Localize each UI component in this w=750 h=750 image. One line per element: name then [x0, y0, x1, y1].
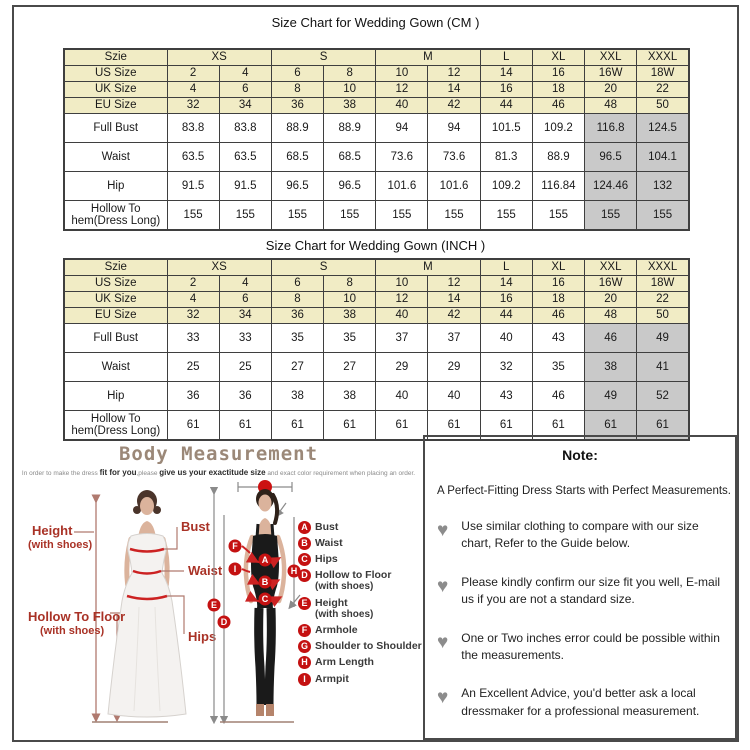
measure-value-cell: 41 [637, 353, 689, 382]
row-label-cell: Hollow To hem(Dress Long) [64, 201, 167, 231]
measure-value-cell: 35 [532, 353, 584, 382]
legend-item [298, 624, 422, 636]
hollow-sub-label: (with shoes) [40, 625, 105, 637]
measure-value-cell: 32 [480, 353, 532, 382]
legend-letter-badge: H [298, 656, 311, 669]
size-value-cell: 36 [271, 308, 323, 324]
measure-value-cell: 38 [324, 382, 376, 411]
legend-letter-badge: D [298, 569, 311, 582]
measure-value-cell: 36 [167, 382, 219, 411]
measure-value-cell: 81.3 [480, 143, 532, 172]
size-row [64, 276, 689, 292]
svg-text:I: I [233, 564, 237, 575]
size-table-cm [63, 48, 690, 231]
measure-value-cell: 61 [637, 411, 689, 441]
size-value-cell: 20 [585, 82, 637, 98]
note-bullets [437, 518, 723, 720]
row-label-cell: Full Bust [64, 114, 167, 143]
size-value-cell: 14 [480, 66, 532, 82]
size-group-cell: M [376, 49, 480, 66]
size-value-cell: 14 [428, 292, 480, 308]
bm-subtitle-segment: and exact color requirement when placing an order. [265, 470, 416, 477]
size-row [64, 82, 689, 98]
row-label-cell: Waist [64, 353, 167, 382]
note-bullet [437, 518, 723, 553]
row-label-cell: US Size [64, 66, 167, 82]
legend-letter-badge: F [298, 624, 311, 637]
size-value-cell: 10 [324, 292, 376, 308]
measure-value-cell: 27 [271, 353, 323, 382]
legend-label: Armhole [315, 624, 358, 637]
corner-cell: Szie [64, 49, 167, 66]
row-label-cell: Hollow To hem(Dress Long) [64, 411, 167, 441]
measure-value-cell: 33 [219, 324, 271, 353]
note-title: Note: [562, 447, 598, 463]
measure-value-cell: 25 [167, 353, 219, 382]
measure-value-cell: 101.6 [376, 172, 428, 201]
legend-letter-badge: G [298, 640, 311, 653]
measure-value-cell: 35 [271, 324, 323, 353]
size-group-cell: XXXL [637, 259, 689, 276]
size-value-cell: 8 [324, 66, 376, 82]
note-bullet-text: Please kindly confirm our size fit you well, E-mail us if you are not a standard size. [461, 574, 721, 607]
measure-value-cell: 49 [637, 324, 689, 353]
svg-text:D: D [220, 617, 228, 628]
measure-value-cell: 96.5 [271, 172, 323, 201]
measure-value-cell: 43 [532, 324, 584, 353]
row-label-cell: EU Size [64, 98, 167, 114]
measure-value-cell: 155 [219, 201, 271, 231]
size-value-cell: 20 [585, 292, 637, 308]
size-row [64, 292, 689, 308]
measure-row [64, 143, 689, 172]
measure-value-cell: 155 [637, 201, 689, 231]
measure-value-cell: 49 [585, 382, 637, 411]
hollow-to-floor-label: Hollow To Floor [28, 609, 126, 624]
size-value-cell: 44 [480, 308, 532, 324]
measure-value-cell: 96.5 [585, 143, 637, 172]
size-value-cell: 8 [324, 276, 376, 292]
legend-item [298, 656, 422, 668]
size-value-cell: 6 [271, 276, 323, 292]
badge-D [218, 616, 231, 629]
outer-frame [12, 5, 739, 742]
measure-value-cell: 61 [324, 411, 376, 441]
size-value-cell: 14 [428, 82, 480, 98]
corner-cell: Szie [64, 259, 167, 276]
size-value-cell: 10 [376, 276, 428, 292]
note-bullet [437, 685, 723, 720]
measure-value-cell: 116.84 [532, 172, 584, 201]
measure-value-cell: 155 [271, 201, 323, 231]
legend-letter-badge: A [298, 521, 311, 534]
measure-value-cell: 91.5 [219, 172, 271, 201]
size-value-cell: 2 [167, 66, 219, 82]
bm-subtitle-segment: fit for you [99, 468, 137, 477]
measure-value-cell: 109.2 [532, 114, 584, 143]
size-value-cell: 16 [532, 276, 584, 292]
measure-value-cell: 61 [585, 411, 637, 441]
size-value-cell: 34 [219, 308, 271, 324]
measure-value-cell: 116.8 [585, 114, 637, 143]
size-value-cell: 4 [219, 276, 271, 292]
heart-icon: ♥ [437, 631, 449, 653]
measure-row [64, 114, 689, 143]
measure-value-cell: 124.46 [585, 172, 637, 201]
measure-value-cell: 101.6 [428, 172, 480, 201]
measured-figure-face [259, 495, 272, 512]
size-value-cell: 6 [219, 292, 271, 308]
badge-F [229, 540, 242, 553]
measure-value-cell: 37 [428, 324, 480, 353]
legend-label: Hollow to Floor [315, 569, 392, 582]
measure-value-cell: 83.8 [167, 114, 219, 143]
note-bullet-text: Use similar clothing to compare with our size chart, Refer to the Guide below. [461, 519, 699, 551]
measure-value-cell: 63.5 [219, 143, 271, 172]
size-value-cell: 38 [324, 98, 376, 114]
measure-value-cell: 88.9 [271, 114, 323, 143]
measure-value-cell: 101.5 [480, 114, 532, 143]
measure-value-cell: 40 [428, 382, 480, 411]
measure-value-cell: 52 [637, 382, 689, 411]
height-sub-label: (with shoes) [28, 539, 93, 551]
measure-value-cell: 61 [219, 411, 271, 441]
measure-value-cell: 33 [167, 324, 219, 353]
measure-value-cell: 155 [428, 201, 480, 231]
measure-value-cell: 40 [376, 382, 428, 411]
measure-value-cell: 35 [324, 324, 376, 353]
size-group-row [64, 49, 689, 66]
size-value-cell: 50 [637, 308, 689, 324]
measure-value-cell: 124.5 [637, 114, 689, 143]
size-group-cell: L [480, 259, 532, 276]
measure-value-cell: 43 [480, 382, 532, 411]
svg-text:A: A [261, 555, 269, 566]
note-intro: A Perfect-Fitting Dress Starts with Perfect Measurements. [437, 485, 731, 497]
measure-value-cell: 94 [376, 114, 428, 143]
legend-label: Shoulder to Shoulder [315, 640, 422, 653]
size-value-cell: 18W [637, 276, 689, 292]
note-bullet [437, 630, 723, 665]
measure-value-cell: 29 [428, 353, 480, 382]
measure-value-cell: 91.5 [167, 172, 219, 201]
measure-value-cell: 38 [585, 353, 637, 382]
size-group-cell: XXL [585, 49, 637, 66]
svg-text:F: F [232, 541, 238, 552]
legend-letter-badge: I [298, 673, 311, 686]
gown-figure-face [140, 497, 154, 515]
row-label-cell: Full Bust [64, 324, 167, 353]
measure-row [64, 353, 689, 382]
legend-item [298, 537, 422, 549]
legend-item [298, 521, 422, 533]
size-value-cell: 12 [376, 292, 428, 308]
bm-legend [298, 521, 422, 689]
measure-value-cell: 155 [167, 201, 219, 231]
size-value-cell: 10 [324, 82, 376, 98]
wedding-gown [108, 534, 186, 718]
size-value-cell: 48 [585, 308, 637, 324]
legend-label: Bust [315, 521, 339, 533]
size-value-cell: 46 [532, 308, 584, 324]
size-group-cell: S [271, 49, 375, 66]
measure-row [64, 172, 689, 201]
legend-label-sub: (with shoes) [315, 608, 374, 620]
legend-item [298, 597, 422, 621]
measure-value-cell: 63.5 [167, 143, 219, 172]
measure-value-cell: 96.5 [324, 172, 376, 201]
size-value-cell: 32 [167, 308, 219, 324]
measure-value-cell: 83.8 [219, 114, 271, 143]
body-measurement-title: Body Measurement [118, 443, 319, 465]
size-value-cell: 18 [532, 82, 584, 98]
size-value-cell: 32 [167, 98, 219, 114]
size-value-cell: 16W [585, 276, 637, 292]
size-group-row [64, 259, 689, 276]
size-value-cell: 22 [637, 82, 689, 98]
measure-value-cell: 61 [480, 411, 532, 441]
measure-value-cell: 61 [532, 411, 584, 441]
measure-value-cell: 68.5 [324, 143, 376, 172]
measure-value-cell: 61 [428, 411, 480, 441]
legend-label: Height [315, 596, 348, 609]
size-value-cell: 12 [376, 82, 428, 98]
measure-value-cell: 155 [376, 201, 428, 231]
size-value-cell: 22 [637, 292, 689, 308]
size-value-cell: 6 [219, 82, 271, 98]
row-label-cell: Hip [64, 172, 167, 201]
measure-value-cell: 104.1 [637, 143, 689, 172]
size-value-cell: 40 [376, 308, 428, 324]
measure-row [64, 324, 689, 353]
size-value-cell: 16W [585, 66, 637, 82]
measure-value-cell: 25 [219, 353, 271, 382]
size-value-cell: 4 [219, 66, 271, 82]
measure-row [64, 201, 689, 231]
size-value-cell: 6 [271, 66, 323, 82]
size-group-cell: XXXL [637, 49, 689, 66]
size-group-cell: XS [167, 259, 271, 276]
measure-value-cell: 27 [324, 353, 376, 382]
legend-label: Hips [315, 553, 338, 566]
size-value-cell: 10 [376, 66, 428, 82]
size-group-cell: S [271, 259, 375, 276]
size-value-cell: 8 [271, 82, 323, 98]
size-group-cell: XS [167, 49, 271, 66]
svg-text:B: B [261, 577, 269, 588]
measure-value-cell: 61 [167, 411, 219, 441]
size-value-cell: 4 [167, 292, 219, 308]
inch-chart-title: Size Chart for Wedding Gown (INCH ) [265, 238, 486, 253]
size-value-cell: 38 [324, 308, 376, 324]
bm-subtitle-segment: ,please [136, 470, 160, 477]
measure-value-cell: 155 [532, 201, 584, 231]
measure-value-cell: 155 [585, 201, 637, 231]
cm-chart-title: Size Chart for Wedding Gown (CM ) [271, 15, 480, 30]
measured-figure [208, 480, 301, 722]
note-bullet [437, 574, 723, 609]
measure-value-cell: 61 [271, 411, 323, 441]
size-group-cell: L [480, 49, 532, 66]
measure-value-cell: 68.5 [271, 143, 323, 172]
svg-text:C: C [261, 594, 269, 605]
measure-value-cell: 38 [271, 382, 323, 411]
measure-value-cell: 46 [532, 382, 584, 411]
size-value-cell: 50 [637, 98, 689, 114]
note-bullet-text: One or Two inches error could be possible within the measurements. [461, 630, 720, 662]
legend-item [298, 673, 422, 685]
size-value-cell: 12 [428, 276, 480, 292]
bm-subtitle-segment: give us your exactitude size [159, 468, 266, 477]
legend-label: Arm Length [315, 656, 374, 669]
svg-text:H: H [290, 566, 298, 577]
row-label-cell: EU Size [64, 308, 167, 324]
row-label-cell: US Size [64, 276, 167, 292]
measure-value-cell: 37 [376, 324, 428, 353]
measure-value-cell: 155 [324, 201, 376, 231]
size-value-cell: 2 [167, 276, 219, 292]
body-measurement-panel [14, 435, 423, 740]
waist-label: Waist [188, 563, 223, 578]
size-value-cell: 12 [428, 66, 480, 82]
size-value-cell: 36 [271, 98, 323, 114]
size-row [64, 98, 689, 114]
row-label-cell: Waist [64, 143, 167, 172]
measure-value-cell: 73.6 [428, 143, 480, 172]
badge-I [229, 563, 242, 576]
size-value-cell: 44 [480, 98, 532, 114]
legend-letter-badge: E [298, 597, 311, 610]
note-bullet-text: An Excellent Advice, you'd better ask a local dressmaker for a professional measurement. [461, 686, 700, 718]
size-value-cell: 42 [428, 308, 480, 324]
measure-value-cell: 132 [637, 172, 689, 201]
measure-value-cell: 155 [480, 201, 532, 231]
size-table-inch [63, 258, 690, 441]
measure-value-cell: 94 [428, 114, 480, 143]
size-value-cell: 48 [585, 98, 637, 114]
size-group-cell: M [376, 259, 480, 276]
svg-text:E: E [210, 600, 218, 611]
row-label-cell: Hip [64, 382, 167, 411]
size-group-cell: XL [532, 49, 584, 66]
size-value-cell: 42 [428, 98, 480, 114]
badge-A [259, 554, 272, 567]
legend-item [298, 553, 422, 565]
measure-value-cell: 88.9 [532, 143, 584, 172]
size-value-cell: 8 [271, 292, 323, 308]
legend-letter-badge: B [298, 537, 311, 550]
size-value-cell: 16 [532, 66, 584, 82]
bm-subtitle [14, 468, 423, 477]
size-group-cell: XXL [585, 259, 637, 276]
size-value-cell: 16 [480, 292, 532, 308]
left-leg [259, 608, 261, 705]
height-label: Height [32, 523, 73, 538]
measure-value-cell: 29 [376, 353, 428, 382]
legend-label: Waist [315, 537, 343, 550]
measure-value-cell: 46 [585, 324, 637, 353]
measure-value-cell: 40 [480, 324, 532, 353]
right-leg [269, 608, 271, 705]
row-label-cell: UK Size [64, 82, 167, 98]
gown-figure [28, 490, 223, 722]
measure-value-cell: 109.2 [480, 172, 532, 201]
size-value-cell: 34 [219, 98, 271, 114]
size-value-cell: 40 [376, 98, 428, 114]
measure-value-cell: 88.9 [324, 114, 376, 143]
legend-item [298, 640, 422, 652]
legend-letter-badge: C [298, 553, 311, 566]
measure-value-cell: 36 [219, 382, 271, 411]
bust-label: Bust [181, 519, 210, 534]
heart-icon: ♥ [437, 575, 449, 597]
size-value-cell: 16 [480, 82, 532, 98]
badge-C [259, 593, 272, 606]
heart-icon: ♥ [437, 520, 449, 541]
badge-E [208, 599, 221, 612]
size-row [64, 66, 689, 82]
size-value-cell: 46 [532, 98, 584, 114]
hips-label: Hips [188, 629, 217, 644]
legend-label-sub: (with shoes) [315, 581, 374, 593]
bm-subtitle-segment: In order to make the dress [21, 470, 100, 477]
measure-row [64, 382, 689, 411]
size-value-cell: 18 [532, 292, 584, 308]
badge-B [259, 576, 272, 589]
heart-icon: ♥ [437, 687, 449, 709]
measure-value-cell: 61 [376, 411, 428, 441]
size-value-cell: 14 [480, 276, 532, 292]
note-panel [423, 435, 737, 740]
size-value-cell: 4 [167, 82, 219, 98]
measure-value-cell: 73.6 [376, 143, 428, 172]
row-label-cell: UK Size [64, 292, 167, 308]
size-row [64, 308, 689, 324]
legend-label: Armpit [315, 672, 349, 685]
legend-item [298, 569, 422, 593]
size-value-cell: 18W [637, 66, 689, 82]
size-group-cell: XL [532, 259, 584, 276]
